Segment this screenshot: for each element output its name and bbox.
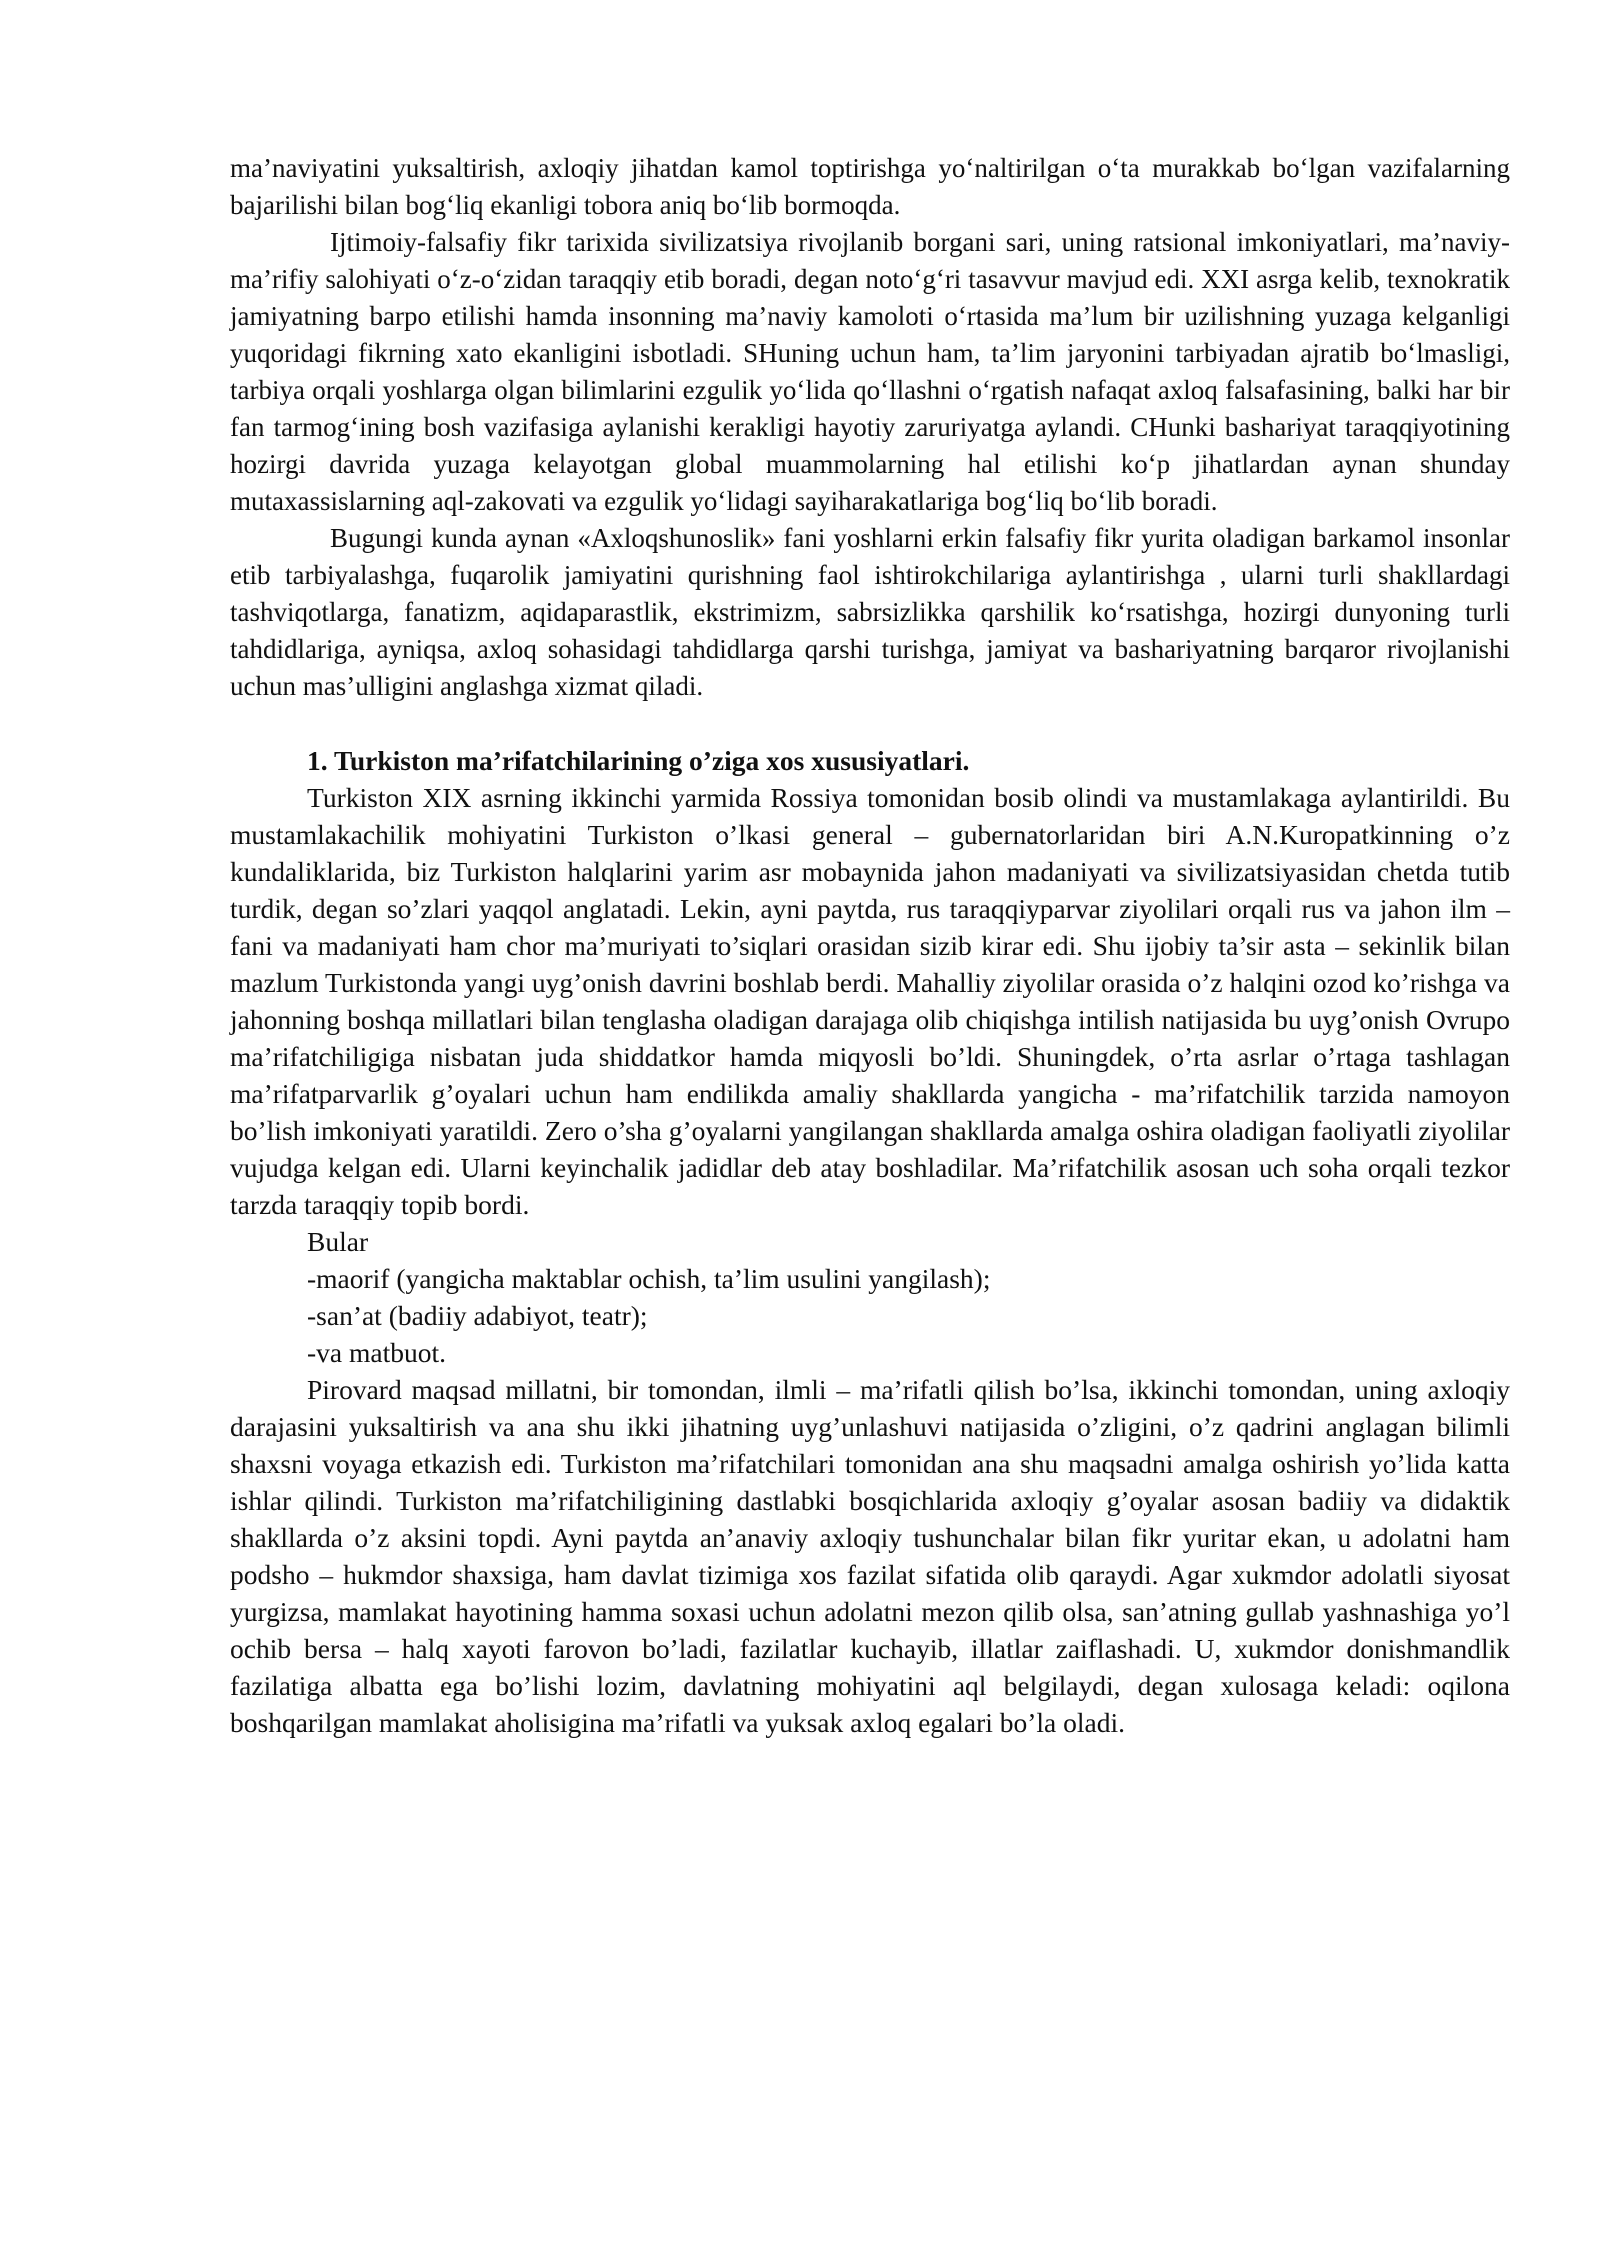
list-item-sanat: -san’at (badiiy adabiyot, teatr); xyxy=(307,1300,648,1331)
paragraph-philosophy: Ijtimoiy-falsafiy fikr tarixida sivilizatsiya rivojlanib borgani sari, uning ratsional imkoniyatlari, ma’naviy-ma’rifiy salohiyati o‘z-o‘zidan taraqqiy etib boradi, degan noto‘g‘ri tasavvur mavjud edi. XXI asrga kelib, texnokratik jamiyatning barpo etilishi hamda insonning ma’naviy kamoloti o‘rtasida ma’lum bir uzilishning yuzaga kelganligi yuqoridagi fikrning xato ekanligini isbotladi. SHuning uchun ham, ta’lim jaryonini tarbiyadan ajratib bo‘lmasligi, tarbiya orqali yoshlarga olgan bilimlarini ezgulik yo‘lida qo‘llashni o‘rgatish nafaqat axloq falsafasining, balki har bir fan tarmog‘ining bosh vazifasiga aylanishi kerakligi hayotiy zaruriyatga aylandi. CHunki bashariyat taraqqiyotining hozirgi davrida yuzaga kelayotgan global muammolarning hal etilishi ko‘p jihatlardan aynan shunday mutaxassislarning aql-zakovati va ezgulik yo‘lidagi sayiharakatlariga bog‘liq bo‘lib boradi. xyxy=(230,227,1510,516)
section-heading: 1. Turkiston ma’rifatchilarining o’ziga xos xususiyatlari. xyxy=(307,745,970,776)
list-item-matbuot: -va matbuot. xyxy=(307,1337,446,1368)
intro-block xyxy=(230,150,1510,705)
paragraph-final: Pirovard maqsad millatni, bir tomondan, ilmli – ma’rifatli qilish bo’lsa, ikkinchi tomondan, uning axloqiy darajasini yuksaltirish va ana shu ikki jihatning uyg’unlashuvi natijasida o’zligini, o’z qadrini anglagan bilimli shaxsni voyaga etkazish edi. Turkiston ma’rifatchilari tomonidan ana shu maqsadni amalga oshirish yo’lida katta ishlar qilindi. Turkiston ma’rifatchiligining dastlabki bosqichlarida axloqiy g’oyalar asosan badiiy va didaktik shakllarda o’z aksini topdi. Ayni paytda an’anaviy axloqiy tushunchalar bilan fikr yuritar ekan, u adolatni ham podsho – hukmdor shaxsiga, ham davlat tizimiga xos fazilat sifatida olib qaraydi. Agar xukmdor adolatli siyosat yurgizsa, mamlakat hayotining hamma soxasi uchun adolatni mezon qilib olsa, san’atning gullab yashnashiga yo’l ochib bersa – halq xayoti farovon bo’ladi, fazilatlar kuchayib, illatlar zaiflashadi. U, xukmdor donishmandlik fazilatiga albatta ega bo’lishi lozim, davlatning mohiyatini aql belgilaydi, degan xulosaga keladi: oqilona boshqarilgan mamlakat aholisigina ma’rifatli va yuksak axloq egalari bo’la oladi. xyxy=(230,1374,1510,1738)
document-page xyxy=(230,150,1510,1741)
paragraph-continuation: ma’naviyatini yuksaltirish, axloqiy jihatdan kamol toptirishga yo‘naltirilgan o‘ta murakkab bo‘lgan vazifalarning bajarilishi bilan bog‘liq ekanligi tobora aniq bo‘lib bormoqda. xyxy=(230,153,1510,220)
paragraph-turkistan-intro: Turkiston XIX asrning ikkinchi yarmida Rossiya tomonidan bosib olindi va mustamlakaga aylantirildi. Bu mustamlakachilik mohiyatini Turkiston o’lkasi general – gubernatorlaridan biri A.N.Kuropatkinning o’z kundaliklarida, biz Turkiston halqlarini yarim asr mobaynida jahon madaniyati va sivilizatsiyasidan chetda tutib turdik, degan so’zlari yaqqol anglatadi. Lekin, ayni paytda, rus taraqqiyparvar ziyolilari orqali rus va jahon ilm – fani va madaniyati ham chor ma’muriyati to’siqlari orasidan sizib kirar edi. Shu ijobiy ta’sir asta – sekinlik bilan mazlum Turkistonda yangi uyg’onish davrini boshlab berdi. Mahalliy ziyolilar orasida o’z halqini ozod ko’rishga va jahonning boshqa millatlari bilan tenglasha oladigan darajaga olib chiqishga intilish natijasida bu uyg’onish Ovrupo ma’rifatchiligiga nisbatan juda shiddatkor hamda miqyosli bo’ldi. Shuningdek, o’rta asrlar o’rtaga tashlagan ma’rifatparvarlik g’oyalari uchun ham endilikda amaliy shakllarda yangicha - ma’rifatchilik tarzida namoyon bo’lish imkoniyati yaratildi. Zero o’sha g’oyalarni yangilangan shakllarda amalga oshira oladigan faoliyatli ziyolilar vujudga kelgan edi. Ularni keyinchalik jadidlar deb atay boshladilar. Ma’rifatchilik asosan uch soha orqali tezkor tarzda taraqqiy topib bordi. xyxy=(230,782,1510,1220)
list-item-maorif: -maorif (yangicha maktablar ochish, ta’lim usulini yangilash); xyxy=(307,1263,991,1294)
list-intro: Bular xyxy=(307,1226,369,1257)
paragraph-ethics-subject: Bugungi kunda aynan «Axloqshunoslik» fani yoshlarni erkin falsafiy fikr yurita oladigan barkamol insonlar etib tarbiyalashga, fuqarolik jamiyatini qurishning faol ishtirokchilariga aylantirishga , ularni turli shakllardagi tashviqotlarga, fanatizm, aqidaparastlik, ekstrimizm, sabrsizlikka qarshilik ko‘rsatishga, hozirgi dunyoning turli tahdidlariga, ayniqsa, axloq sohasidagi tahdidlarga qarshi turishga, jamiyat va bashariyatning barqaror rivojlanishi uchun mas’ulligini anglashga xizmat qiladi. xyxy=(230,523,1510,701)
